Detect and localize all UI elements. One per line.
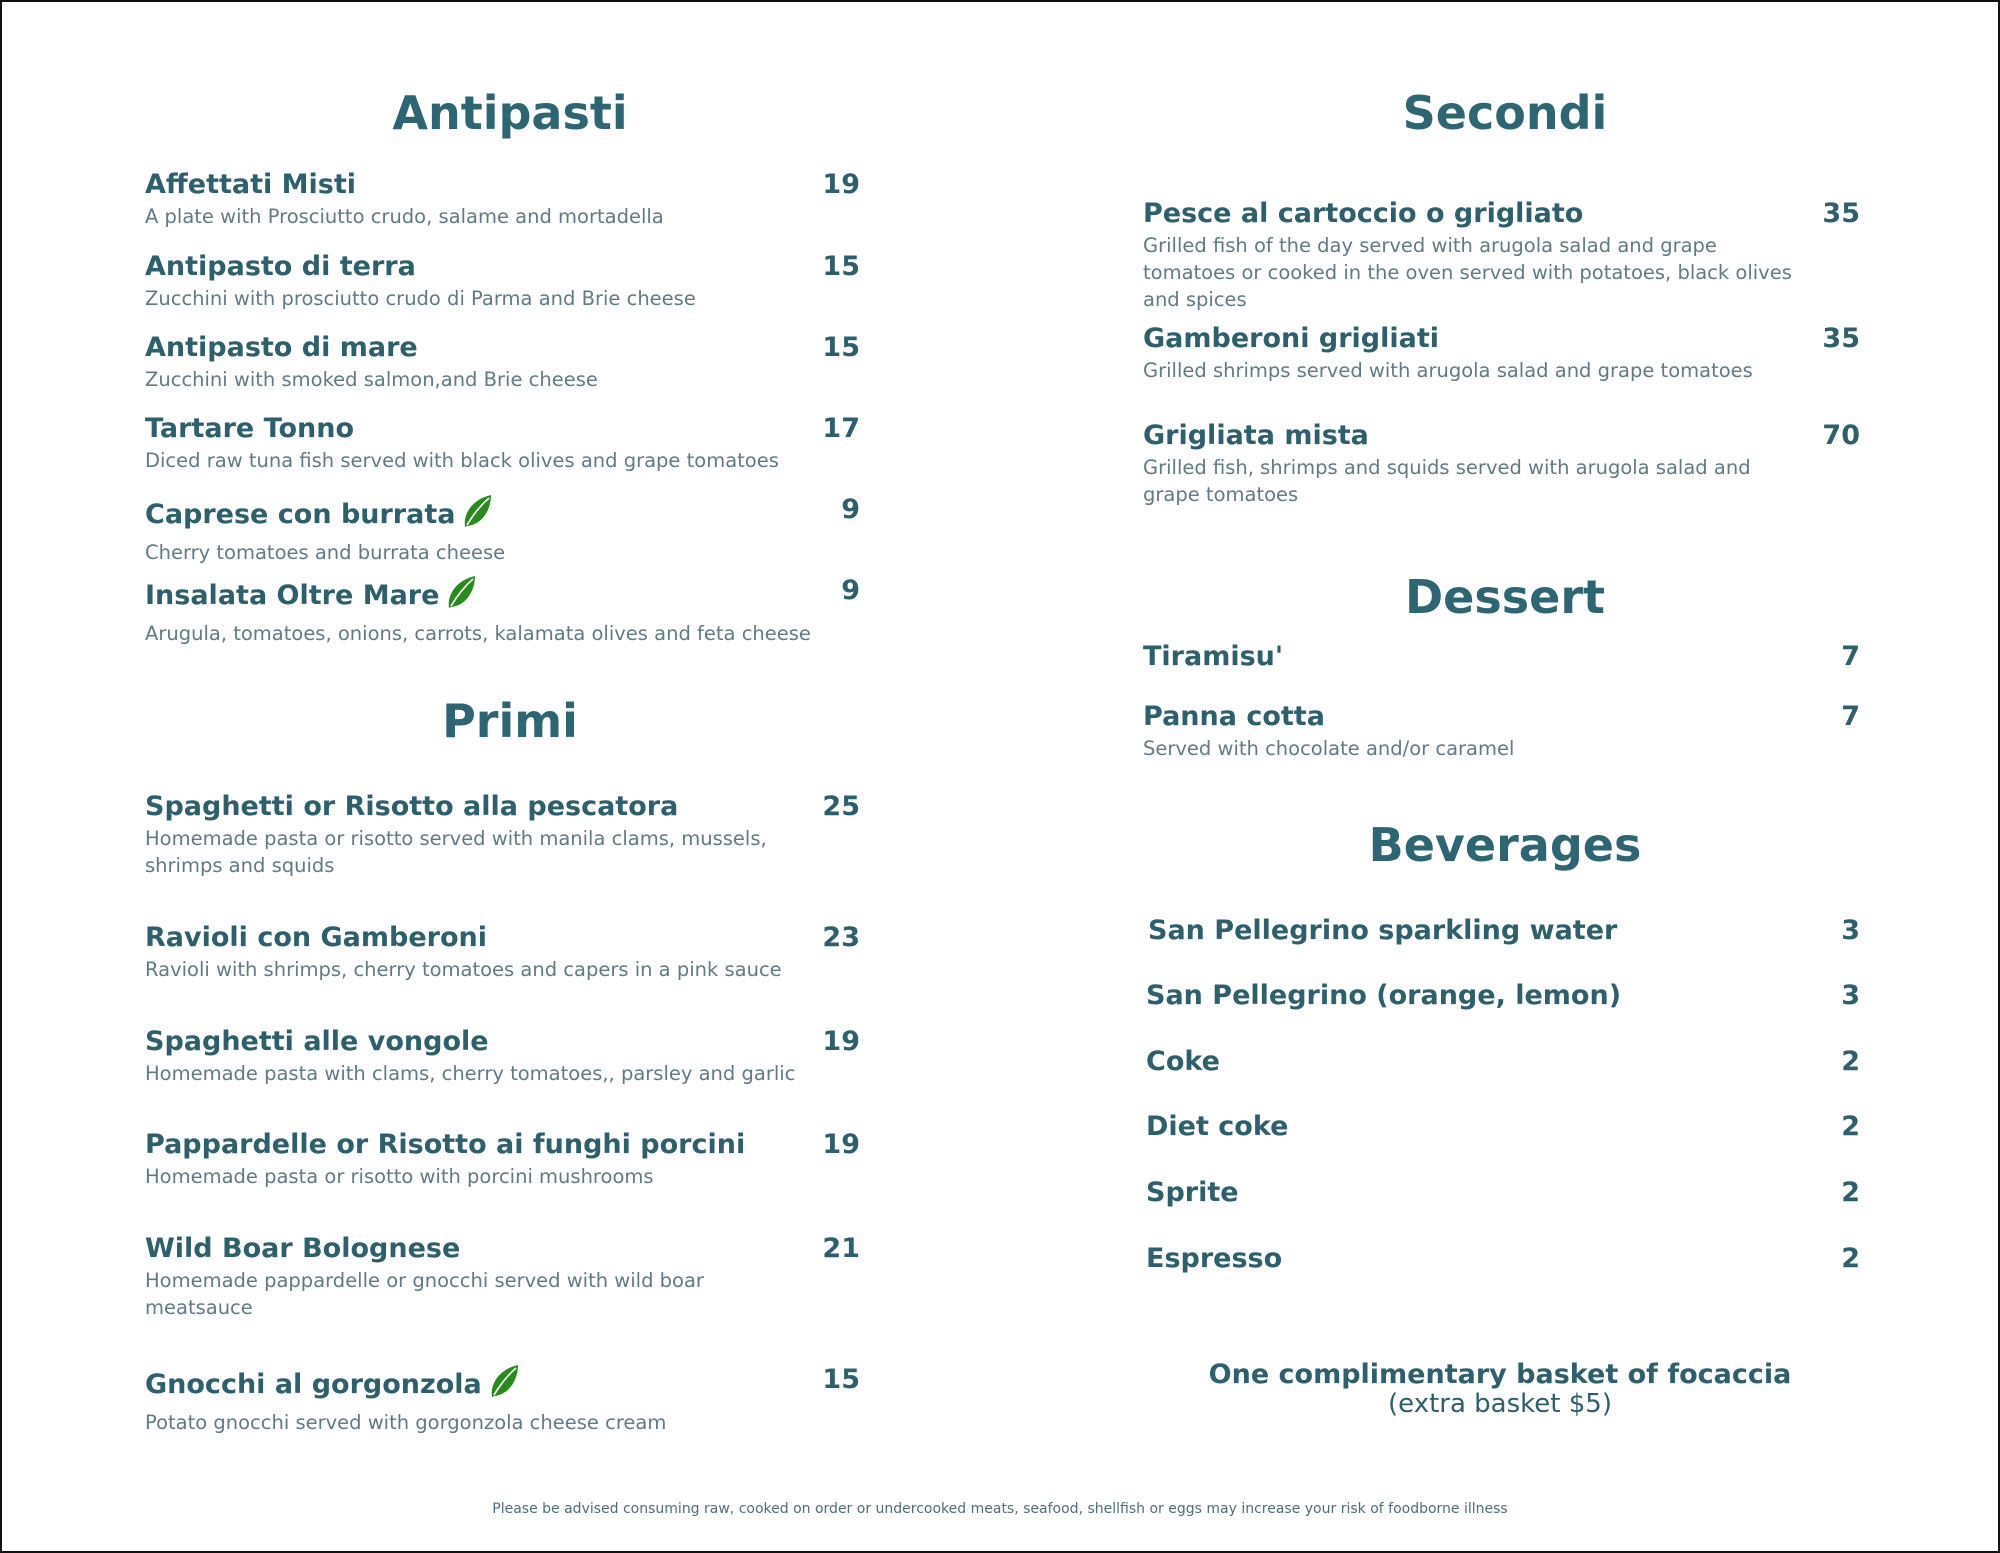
item-price: 21 — [822, 1233, 860, 1264]
beverage-price: 2 — [1841, 1243, 1860, 1274]
beverage-name: Coke — [1146, 1046, 1220, 1077]
focaccia-note: One complimentary basket of focaccia — [1208, 1359, 1792, 1390]
beverage-price: 2 — [1841, 1177, 1860, 1208]
item-price: 17 — [822, 413, 860, 444]
item-description: Cherry tomatoes and burrata cheese — [145, 541, 506, 564]
item-price: 35 — [1822, 198, 1860, 229]
item-description: Grilled fish of the day served with arugola salad and grape tomatoes or cooked in the oven served with potatoes, black olives and spices — [1143, 234, 1792, 311]
leaf-icon — [461, 493, 493, 538]
item-description: Diced raw tuna fish served with black olives and grape tomatoes — [145, 449, 779, 472]
item-name-row — [145, 493, 825, 538]
menu-item — [145, 921, 825, 983]
menu-item — [1143, 322, 1803, 384]
item-price: 25 — [822, 791, 860, 822]
beverage-name: San Pellegrino (orange, lemon) — [1146, 980, 1622, 1011]
item-name: Antipasto di terra — [145, 251, 416, 282]
section-title-primi: Primi — [442, 694, 578, 748]
item-price: 15 — [822, 251, 860, 282]
menu-item — [145, 1363, 825, 1436]
item-price: 19 — [822, 1129, 860, 1160]
item-name: Affettati Misti — [145, 169, 357, 200]
menu-item — [145, 331, 825, 393]
item-description: Ravioli with shrimps, cherry tomatoes and capers in a pink sauce — [145, 958, 782, 981]
item-description: Zucchini with smoked salmon,and Brie cheese — [145, 368, 598, 391]
item-name: Pesce al cartoccio o grigliato — [1143, 198, 1584, 229]
beverage-price: 2 — [1841, 1046, 1860, 1077]
menu-item — [145, 1128, 825, 1190]
focaccia-extra-price: (extra basket $5) — [1388, 1389, 1612, 1419]
item-price: 23 — [822, 922, 860, 953]
food-safety-notice: Please be advised consuming raw, cooked on order or undercooked meats, seafood, shellfish or eggs may increase your risk of foodborne illness — [492, 1501, 1508, 1517]
menu-item — [145, 412, 825, 474]
menu-item — [1143, 419, 1793, 508]
item-name: Insalata Oltre Mare — [145, 580, 440, 611]
beverage-price: 3 — [1841, 980, 1860, 1011]
item-name: Gnocchi al gorgonzola — [145, 1369, 482, 1400]
item-name: Tiramisu' — [1143, 641, 1284, 672]
menu-item — [145, 1232, 795, 1321]
menu-item — [1143, 700, 1803, 762]
menu-item — [145, 574, 825, 647]
item-description: Potato gnocchi served with gorgonzola cheese cream — [145, 1411, 667, 1434]
menu-item — [145, 250, 825, 312]
item-name: Gamberoni grigliati — [1143, 323, 1440, 354]
item-name: Wild Boar Bolognese — [145, 1233, 461, 1264]
menu-item — [145, 493, 825, 566]
item-price: 35 — [1822, 323, 1860, 354]
section-title-dessert: Dessert — [1404, 570, 1605, 624]
item-description: Homemade pasta or risotto served with manila clams, mussels, shrimps and squids — [145, 827, 767, 877]
section-title-beverages: Beverages — [1368, 818, 1642, 872]
item-price: 19 — [822, 169, 860, 200]
item-name: Spaghetti or Risotto alla pescatora — [145, 791, 679, 822]
item-name: Tartare Tonno — [145, 413, 354, 444]
beverage-name: Diet coke — [1146, 1111, 1289, 1142]
item-name: Antipasto di mare — [145, 332, 418, 363]
item-description: Grilled shrimps served with arugola salad and grape tomatoes — [1143, 359, 1753, 382]
item-name: Grigliata mista — [1143, 420, 1369, 451]
item-price: 15 — [822, 1364, 860, 1395]
item-price: 9 — [841, 575, 860, 606]
menu-item — [145, 790, 805, 879]
leaf-icon — [488, 1363, 520, 1408]
beverage-name: Espresso — [1146, 1243, 1283, 1274]
section-title-antipasti: Antipasti — [392, 86, 628, 140]
item-description: Homemade pasta or risotto with porcini mushrooms — [145, 1165, 654, 1188]
item-description: Homemade pasta with clams, cherry tomatoes,, parsley and garlic — [145, 1062, 796, 1085]
item-description: Served with chocolate and/or caramel — [1143, 737, 1515, 760]
item-description: A plate with Prosciutto crudo, salame and mortadella — [145, 205, 664, 228]
item-price: 7 — [1841, 701, 1860, 732]
item-name-row — [145, 1363, 825, 1408]
item-description: Grilled fish, shrimps and squids served with arugola salad and grape tomatoes — [1143, 456, 1751, 506]
item-name: Panna cotta — [1143, 701, 1325, 732]
menu-item — [1143, 640, 1803, 674]
item-name-row — [145, 574, 825, 619]
beverage-price: 3 — [1841, 915, 1860, 946]
item-description: Homemade pappardelle or gnocchi served with wild boar meatsauce — [145, 1269, 704, 1319]
menu-item — [145, 1025, 825, 1087]
item-description: Zucchini with prosciutto crudo di Parma and Brie cheese — [145, 287, 696, 310]
beverage-name: Sprite — [1146, 1177, 1239, 1208]
leaf-icon — [445, 574, 477, 619]
item-name: Caprese con burrata — [145, 499, 456, 530]
item-price: 19 — [822, 1026, 860, 1057]
item-description: Arugula, tomatoes, onions, carrots, kalamata olives and feta cheese — [145, 622, 811, 645]
item-name: Pappardelle or Risotto ai funghi porcini — [145, 1129, 746, 1160]
item-price: 7 — [1841, 641, 1860, 672]
item-name: Spaghetti alle vongole — [145, 1026, 489, 1057]
beverage-name: San Pellegrino sparkling water — [1148, 915, 1618, 946]
item-price: 9 — [841, 494, 860, 525]
item-price: 15 — [822, 332, 860, 363]
item-name: Ravioli con Gamberoni — [145, 922, 487, 953]
section-title-secondi: Secondi — [1402, 86, 1608, 140]
menu-item — [1143, 197, 1803, 313]
item-price: 70 — [1822, 420, 1860, 451]
beverage-price: 2 — [1841, 1111, 1860, 1142]
menu-item — [145, 168, 825, 230]
